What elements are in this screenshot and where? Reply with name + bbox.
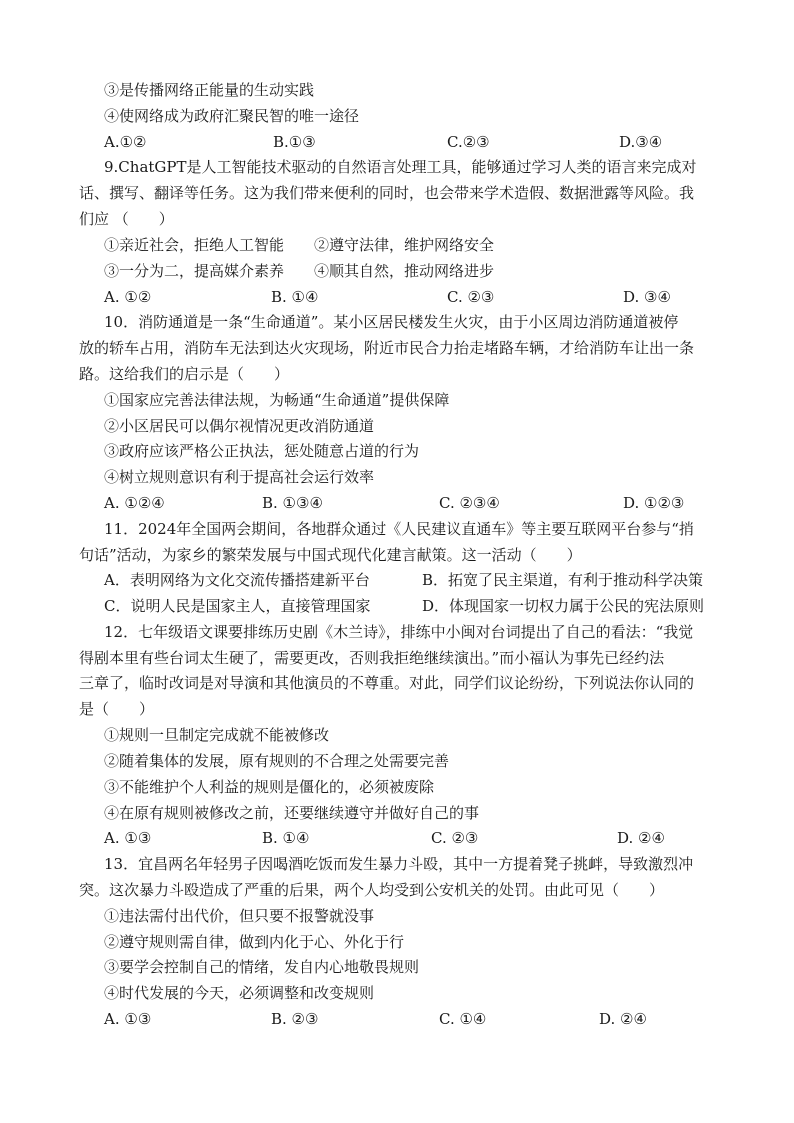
q11-choice-c: C．说明人民是国家主人，直接管理国家 [104,597,371,615]
q11-choice-b: B．拓宽了民主渠道，有利于推动科学决策 [422,571,704,589]
q13-option-3: ③要学会控制自己的情绪，发自内心地敬畏规则 [104,958,420,976]
q9-options-row1: ①亲近社会，拒绝人工智能 ②遵守法律，维护网络安全 [104,236,495,254]
q12-stem-line4: 是（ ） [79,700,155,718]
q12-option-4: ④在原有规则被修改之前，还要继续遵守并做好自己的事 [104,804,480,822]
q13-option-1: ①违法需付出代价，但只要不报警就没事 [104,907,375,925]
q10-stem-line3: 路。这给我们的启示是（ ） [79,365,290,383]
q12-stem-line3: 三章了，临时改词是对导演和其他演员的不尊重。对此，同学们议论纷纷，下列说法你认同的 [79,674,695,692]
q11-choices-row1 [0,570,794,590]
q13-choices [0,1009,794,1029]
q8-choice-d: D.③④ [619,133,663,151]
q10-option-4: ④树立规则意识有利于提高社会运行效率 [104,468,375,486]
q12-choice-b: B. ①④ [262,829,310,847]
q11-choices-row2 [0,596,794,616]
q10-stem-line1: 10．消防通道是一条“生命通道”。某小区居民楼发生火灾，由于小区周边消防通道被停 [104,313,679,331]
q9-stem-line1: 9.ChatGPT是人工智能技术驱动的自然语言处理工具，能够通过学习人类的语言来完成对 [104,158,697,176]
q13-choice-c: C. ①④ [439,1010,487,1028]
q10-option-1: ①国家应完善法律法规，为畅通“生命通道”提供保障 [104,391,450,409]
q10-option-3: ③政府应该严格公正执法，惩处随意占道的行为 [104,442,420,460]
q8-choice-b: B.①③ [273,133,316,151]
q9-stem-line3: 们应 （ ） [79,210,174,228]
q8-option-3: ③是传播网络正能量的生动实践 [104,81,315,99]
q10-choice-d: D. ①②③ [623,494,685,512]
q9-choice-b: B. ①④ [271,288,319,306]
q10-option-2: ②小区居民可以偶尔视情况更改消防通道 [104,417,375,435]
q8-choice-c: C.②③ [447,133,490,151]
q9-choice-a: A. ①② [104,288,152,306]
q9-choice-d: D. ③④ [623,288,671,306]
q13-choice-d: D. ②④ [599,1010,647,1028]
q12-stem-line2: 得剧本里有些台词太生硬了，需要更改，否则我拒绝继续演出。”而小福认为事先已经约法 [79,649,665,667]
q12-option-1: ①规则一旦制定完成就不能被修改 [104,726,330,744]
q11-choice-a: A．表明网络为文化交流传播搭建新平台 [104,571,370,589]
q12-choices [0,828,794,848]
q10-choices [0,493,794,513]
q12-stem-line1: 12．七年级语文课要排练历史剧《木兰诗》，排练中小闽对台词提出了自己的看法：“我觉 [104,623,694,641]
q13-stem-line1: 13．宜昌两名年轻男子因喝酒吃饭而发生暴力斗殴，其中一方提着凳子挑衅，导致激烈冲 [104,855,694,873]
q9-options-row2: ③一分为二，提高媒介素养 ④顺其自然，推动网络进步 [104,262,495,280]
q13-option-2: ②遵守规则需自律，做到内化于心、外化于行 [104,933,405,951]
q13-stem-line2: 突。这次暴力斗殴造成了严重的后果，两个人均受到公安机关的处罚。由此可见（ ） [79,881,665,899]
q10-choice-b: B. ①③④ [262,494,323,512]
q12-choice-c: C. ②③ [431,829,479,847]
q13-choice-b: B. ②③ [271,1010,319,1028]
q10-choice-c: C. ②③④ [439,494,500,512]
q12-option-3: ③不能维护个人利益的规则是僵化的，必须被废除 [104,778,435,796]
q9-stem-line2: 话、撰写、翻译等任务。这为我们带来便利的同时，也会带来学术造假、数据泄露等风险。我 [79,184,695,202]
q12-choice-d: D. ②④ [617,829,665,847]
q11-stem-line2: 句话”活动，为家乡的繁荣发展与中国式现代化建言献策。这一活动（ ） [79,546,582,564]
q10-choice-a: A. ①②④ [104,494,165,512]
q11-choice-d: D．体现国家一切权力属于公民的宪法原则 [422,597,705,615]
q8-choices [0,132,794,152]
q9-choice-c: C. ②③ [447,288,495,306]
q12-choice-a: A. ①③ [104,829,152,847]
q8-choice-a: A.①② [104,133,147,151]
q12-option-2: ②随着集体的发展，原有规则的不合理之处需要完善 [104,752,450,770]
q13-choice-a: A. ①③ [104,1010,152,1028]
q10-stem-line2: 放的轿车占用，消防车无法到达火灾现场，附近市民合力抬走堵路车辆，才给消防车让出一条 [79,339,695,357]
q8-option-4: ④使网络成为政府汇聚民智的唯一途径 [104,107,360,125]
q9-choices [0,287,794,307]
q11-stem-line1: 11．2024年全国两会期间，各地群众通过《人民建议直通车》等主要互联网平台参与“捎 [104,520,694,538]
q13-option-4: ④时代发展的今天，必须调整和改变规则 [104,984,375,1002]
